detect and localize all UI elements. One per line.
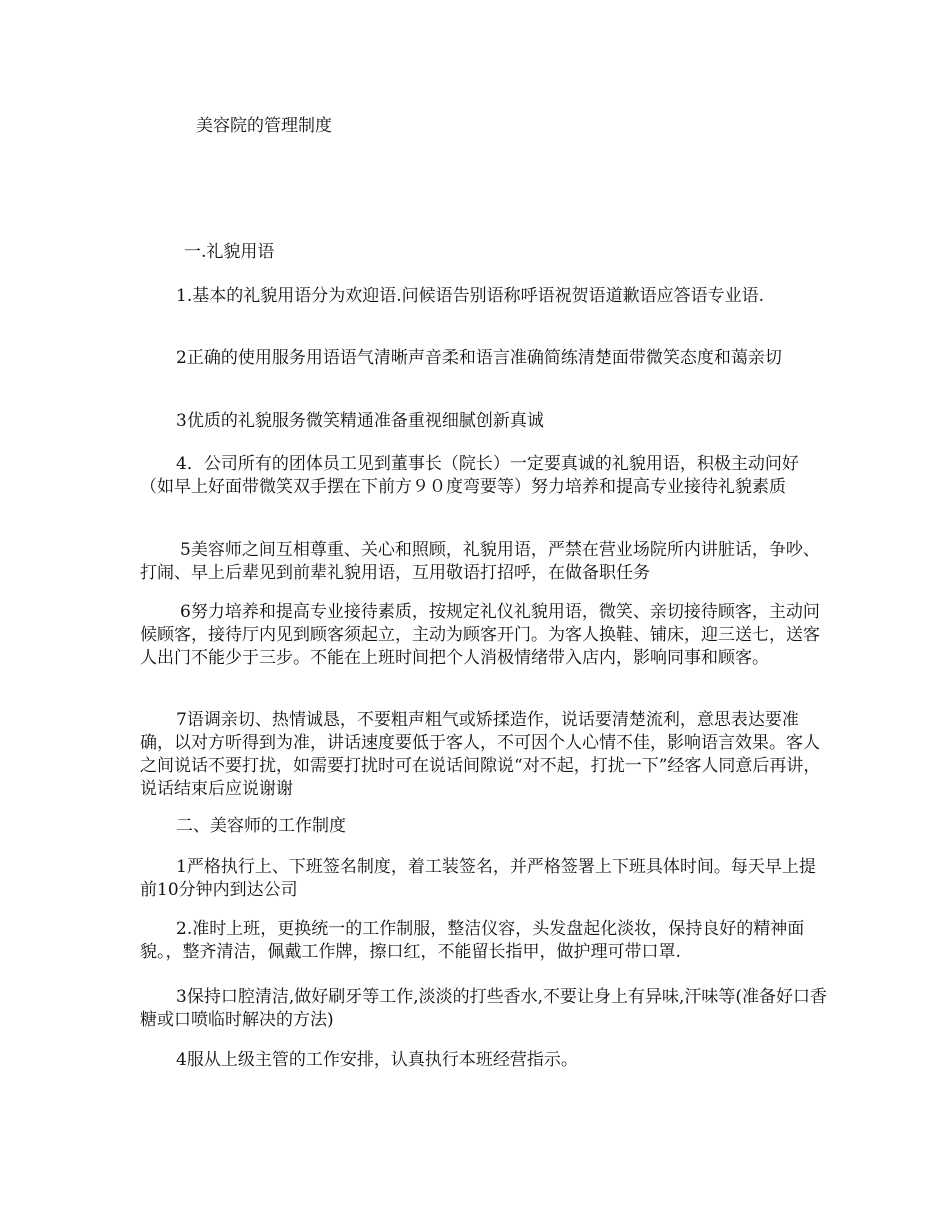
paragraph-work-4: 4服从上级主管的工作安排，认真执行本班经营指示。 <box>176 1050 578 1070</box>
paragraph-etiquette-1: 1.基本的礼貌用语分为欢迎语.问候语告别语称呼语祝贺语道歉语应答语专业语. <box>176 286 765 306</box>
section-heading-etiquette: 一.礼貌用语 <box>184 242 275 262</box>
paragraph-etiquette-7: 7语调亲切、热情诚恳，不要粗声粗气或矫揉造作，说话要清楚流利，意思表达要准确，以对方听得到为准，讲话速度要低于客人，不可因个人心情不佳，影响语言效果。客人之间说话不要打扰，如需要打扰时可在说话间隙说“对不起，打扰一下”经客人同意后再讲，说话结束后应说谢谢 <box>140 710 821 799</box>
section-heading-work-rules: 二、美容师的工作制度 <box>176 816 346 836</box>
paragraph-etiquette-6: 6努力培养和提高专业接待素质，按规定礼仪礼貌用语，微笑、亲切接待顾客，主动问候顾客，接待厅内见到顾客须起立，主动为顾客开门。为客人换鞋、铺床，迎三送七，送客人出门不能少于三步。不能在上班时间把个人消极情绪带入店内，影响同事和顾客。 <box>140 602 820 668</box>
paragraph-work-1: 1严格执行上、下班签名制度，着工装签名，并严格签署上下班具体时间。每天早上提前10分钟内到达公司 <box>140 857 816 900</box>
paragraph-etiquette-3: 3优质的礼貌服务微笑精通准备重视细腻创新真诚 <box>176 411 544 431</box>
paragraph-etiquette-2: 2正确的使用服务用语语气清晰声音柔和语言准确简练清楚面带微笑态度和蔼亲切 <box>176 348 782 368</box>
paragraph-work-2: 2.准时上班，更换统一的工作制服，整洁仪容，头发盘起化淡妆，保持良好的精神面貌。，整齐清洁，佩戴工作牌，擦口红，不能留长指甲，做护理可带口罩. <box>140 919 805 962</box>
paragraph-etiquette-4: 4．公司所有的团体员工见到董事长（院长）一定要真诚的礼貌用语，积极主动问好（如早上好面带微笑双手摆在下前方９０度弯要等）努力培养和提高专业接待礼貌素质 <box>140 454 799 497</box>
document-title: 美容院的管理制度 <box>196 116 332 136</box>
paragraph-work-3: 3保持口腔清洁,做好刷牙等工作,淡淡的打些香水,不要让身上有异味,汗味等(准备好口香糖或口喷临时解决的方法) <box>140 987 828 1030</box>
paragraph-etiquette-5: 5美容师之间互相尊重、关心和照顾，礼貌用语，严禁在营业场院所内讲脏话，争吵、打闹、早上后辈见到前辈礼貌用语，互用敬语打招呼，在做备职任务 <box>140 540 820 583</box>
